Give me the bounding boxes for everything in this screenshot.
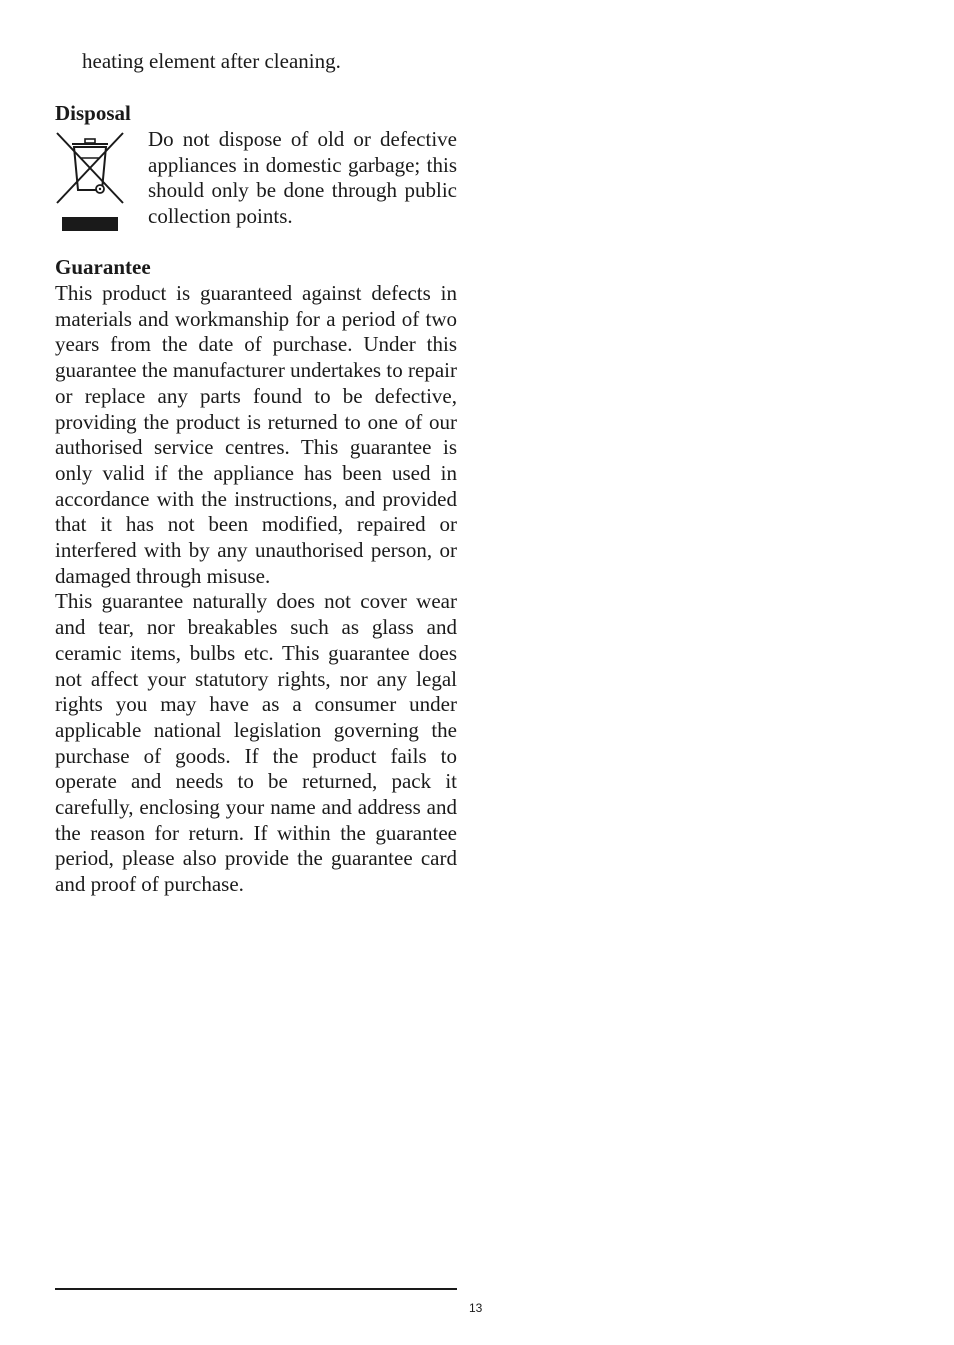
crossed-out-wheelie-bin-icon	[55, 130, 125, 234]
guarantee-body	[55, 281, 457, 898]
guarantee-paragraph: This guarantee naturally does not cover wear and tear, nor breakables such as glass and ceramic items, bulbs etc. This guarantee does not affect your statutory rights, nor any legal rights you may have as a consumer under applicable national legislation governing the purchase of goods. If the product fails to operate and needs to be returned, pack it carefully, enclosing your name and address and the reason for return. If within the guarantee period, please also provide the guarantee card and proof of purchase.	[55, 589, 457, 897]
page-number: 13	[469, 1301, 483, 1315]
footer-rule	[55, 1288, 457, 1290]
continuation-text: heating element after cleaning.	[82, 49, 341, 73]
guarantee-paragraph: This product is guaranteed against defects in materials and workmanship for a period of two years from the date of purchase. Under this guarantee the manufacturer undertakes to repair or replace any parts found to be defective, providing the product is returned to one of our authorised service centres. This guarantee is only valid if the appliance has been used in accordance with the instructions, and provided that it has not been modified, repaired or interfered with by any unauthorised person, or damaged through misuse.	[55, 281, 457, 588]
guarantee-heading: Guarantee	[55, 255, 151, 279]
disposal-text: Do not dispose of old or defective appliances in domestic garbage; this should only be done through public collection points.	[148, 127, 457, 228]
disposal-heading: Disposal	[55, 101, 131, 125]
